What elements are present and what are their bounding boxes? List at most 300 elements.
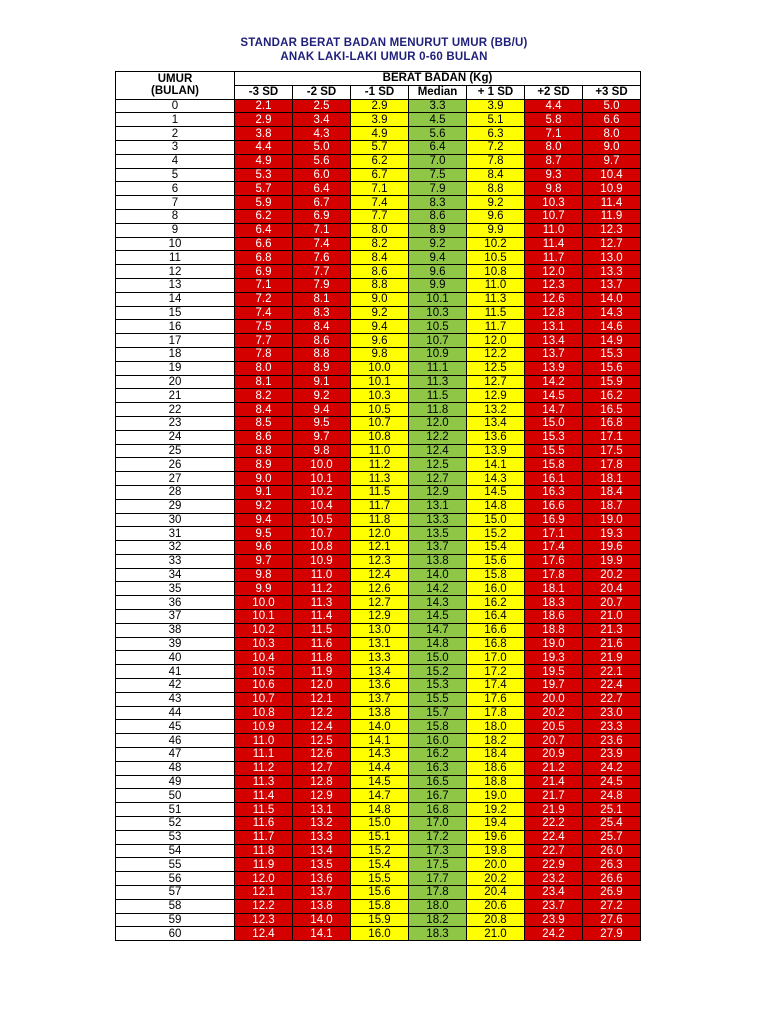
table-row: [116, 403, 641, 417]
cell-minus3sd: 9.4: [235, 513, 293, 527]
cell-minus2sd: 10.8: [293, 541, 351, 555]
table-row: [116, 568, 641, 582]
cell-plus3sd: 11.9: [583, 209, 641, 223]
cell-plus1sd: 15.6: [467, 554, 525, 568]
cell-minus2sd: 12.8: [293, 775, 351, 789]
cell-minus3sd: 11.9: [235, 858, 293, 872]
cell-plus2sd: 7.1: [525, 127, 583, 141]
cell-minus2sd: 6.4: [293, 182, 351, 196]
cell-plus3sd: 6.6: [583, 113, 641, 127]
cell-plus3sd: 12.3: [583, 223, 641, 237]
cell-plus2sd: 17.8: [525, 568, 583, 582]
cell-minus2sd: 9.8: [293, 444, 351, 458]
cell-plus2sd: 21.7: [525, 789, 583, 803]
cell-minus1sd: 9.4: [351, 320, 409, 334]
cell-plus2sd: 13.7: [525, 347, 583, 361]
cell-age: 22: [116, 403, 235, 417]
cell-median: 17.5: [409, 858, 467, 872]
cell-minus1sd: 6.2: [351, 154, 409, 168]
table-row: [116, 168, 641, 182]
cell-minus1sd: 11.8: [351, 513, 409, 527]
cell-age: 35: [116, 582, 235, 596]
cell-minus3sd: 7.5: [235, 320, 293, 334]
cell-plus1sd: 13.4: [467, 416, 525, 430]
cell-median: 16.5: [409, 775, 467, 789]
cell-median: 13.3: [409, 513, 467, 527]
cell-age: 44: [116, 706, 235, 720]
cell-plus3sd: 23.9: [583, 748, 641, 762]
cell-age: 51: [116, 803, 235, 817]
table-body: [116, 99, 641, 941]
cell-minus3sd: 10.3: [235, 637, 293, 651]
table-row: [116, 140, 641, 154]
cell-minus1sd: 14.4: [351, 761, 409, 775]
cell-plus1sd: 19.6: [467, 830, 525, 844]
table-row: [116, 113, 641, 127]
cell-minus1sd: 6.7: [351, 168, 409, 182]
cell-plus3sd: 22.4: [583, 679, 641, 693]
table-row: [116, 458, 641, 472]
cell-minus3sd: 7.2: [235, 292, 293, 306]
table-row: [116, 886, 641, 900]
cell-plus3sd: 19.0: [583, 513, 641, 527]
cell-plus2sd: 20.5: [525, 720, 583, 734]
cell-age: 14: [116, 292, 235, 306]
cell-minus2sd: 5.0: [293, 140, 351, 154]
cell-plus2sd: 5.8: [525, 113, 583, 127]
cell-plus2sd: 9.3: [525, 168, 583, 182]
header-age-line2: (BULAN): [151, 85, 199, 98]
cell-minus2sd: 3.4: [293, 113, 351, 127]
cell-age: 41: [116, 665, 235, 679]
cell-plus1sd: 3.9: [467, 99, 525, 113]
table-row: [116, 361, 641, 375]
cell-minus2sd: 13.8: [293, 899, 351, 913]
cell-age: 42: [116, 679, 235, 693]
cell-minus3sd: 10.6: [235, 679, 293, 693]
cell-plus1sd: 8.8: [467, 182, 525, 196]
cell-plus3sd: 25.4: [583, 817, 641, 831]
table-row: [116, 416, 641, 430]
cell-median: 14.8: [409, 637, 467, 651]
cell-plus3sd: 23.3: [583, 720, 641, 734]
cell-age: 13: [116, 278, 235, 292]
cell-minus2sd: 11.5: [293, 623, 351, 637]
cell-median: 17.0: [409, 817, 467, 831]
cell-plus2sd: 23.7: [525, 899, 583, 913]
cell-plus2sd: 8.7: [525, 154, 583, 168]
cell-minus1sd: 8.6: [351, 265, 409, 279]
cell-plus3sd: 16.2: [583, 389, 641, 403]
cell-plus1sd: 12.0: [467, 334, 525, 348]
cell-median: 16.0: [409, 734, 467, 748]
cell-plus2sd: 16.1: [525, 472, 583, 486]
table-row: [116, 292, 641, 306]
cell-plus2sd: 19.0: [525, 637, 583, 651]
cell-median: 16.2: [409, 748, 467, 762]
cell-plus1sd: 7.2: [467, 140, 525, 154]
cell-minus1sd: 13.4: [351, 665, 409, 679]
cell-plus3sd: 8.0: [583, 127, 641, 141]
cell-plus1sd: 9.2: [467, 196, 525, 210]
cell-age: 46: [116, 734, 235, 748]
cell-minus3sd: 11.3: [235, 775, 293, 789]
header-age-line1: UMUR: [157, 73, 193, 86]
cell-plus1sd: 18.8: [467, 775, 525, 789]
cell-minus3sd: 10.9: [235, 720, 293, 734]
cell-plus2sd: 14.7: [525, 403, 583, 417]
cell-plus1sd: 16.4: [467, 610, 525, 624]
cell-minus3sd: 12.1: [235, 886, 293, 900]
cell-median: 17.3: [409, 844, 467, 858]
table-row: [116, 899, 641, 913]
cell-age: 26: [116, 458, 235, 472]
cell-age: 28: [116, 485, 235, 499]
cell-minus1sd: 4.9: [351, 127, 409, 141]
cell-plus2sd: 18.6: [525, 610, 583, 624]
cell-minus1sd: 12.7: [351, 596, 409, 610]
cell-age: 17: [116, 334, 235, 348]
cell-minus2sd: 12.0: [293, 679, 351, 693]
weight-for-age-table: [115, 71, 641, 941]
cell-age: 29: [116, 499, 235, 513]
cell-age: 11: [116, 251, 235, 265]
cell-age: 34: [116, 568, 235, 582]
cell-minus1sd: 15.6: [351, 886, 409, 900]
cell-minus3sd: 8.8: [235, 444, 293, 458]
cell-minus2sd: 11.0: [293, 568, 351, 582]
cell-minus2sd: 12.1: [293, 692, 351, 706]
table-row: [116, 527, 641, 541]
cell-plus1sd: 19.0: [467, 789, 525, 803]
cell-minus1sd: 10.7: [351, 416, 409, 430]
cell-minus2sd: 10.7: [293, 527, 351, 541]
cell-minus3sd: 5.7: [235, 182, 293, 196]
cell-age: 8: [116, 209, 235, 223]
table-row: [116, 237, 641, 251]
header-weight-group: BERAT BADAN (Kg): [235, 72, 641, 86]
cell-minus3sd: 9.8: [235, 568, 293, 582]
cell-plus1sd: 17.4: [467, 679, 525, 693]
cell-minus2sd: 11.4: [293, 610, 351, 624]
cell-plus3sd: 22.1: [583, 665, 641, 679]
cell-plus2sd: 13.1: [525, 320, 583, 334]
cell-minus2sd: 10.2: [293, 485, 351, 499]
cell-minus3sd: 6.6: [235, 237, 293, 251]
cell-age: 0: [116, 99, 235, 113]
cell-plus1sd: 11.5: [467, 306, 525, 320]
cell-plus1sd: 20.0: [467, 858, 525, 872]
table-row: [116, 209, 641, 223]
cell-plus1sd: 15.8: [467, 568, 525, 582]
cell-plus3sd: 16.5: [583, 403, 641, 417]
cell-plus2sd: 20.9: [525, 748, 583, 762]
cell-median: 7.9: [409, 182, 467, 196]
cell-minus1sd: 8.0: [351, 223, 409, 237]
cell-minus1sd: 16.0: [351, 927, 409, 941]
cell-minus2sd: 8.8: [293, 347, 351, 361]
cell-plus1sd: 17.0: [467, 651, 525, 665]
cell-plus1sd: 13.2: [467, 403, 525, 417]
cell-plus3sd: 24.8: [583, 789, 641, 803]
cell-plus1sd: 15.0: [467, 513, 525, 527]
cell-minus1sd: 10.8: [351, 430, 409, 444]
cell-minus1sd: 8.8: [351, 278, 409, 292]
cell-minus3sd: 10.5: [235, 665, 293, 679]
cell-minus2sd: 8.1: [293, 292, 351, 306]
cell-plus3sd: 20.7: [583, 596, 641, 610]
cell-minus1sd: 5.7: [351, 140, 409, 154]
cell-median: 17.2: [409, 830, 467, 844]
cell-median: 6.4: [409, 140, 467, 154]
cell-median: 10.1: [409, 292, 467, 306]
cell-median: 13.8: [409, 554, 467, 568]
cell-minus3sd: 11.8: [235, 844, 293, 858]
cell-plus1sd: 12.9: [467, 389, 525, 403]
cell-plus1sd: 19.8: [467, 844, 525, 858]
cell-median: 12.5: [409, 458, 467, 472]
cell-minus1sd: 11.3: [351, 472, 409, 486]
header-col-plus3sd: +3 SD: [583, 85, 641, 99]
cell-minus1sd: 12.9: [351, 610, 409, 624]
cell-plus3sd: 15.3: [583, 347, 641, 361]
cell-age: 10: [116, 237, 235, 251]
header-col-minus3sd: -3 SD: [235, 85, 293, 99]
table-row: [116, 389, 641, 403]
cell-plus1sd: 14.1: [467, 458, 525, 472]
cell-minus3sd: 7.7: [235, 334, 293, 348]
cell-median: 18.2: [409, 913, 467, 927]
cell-plus2sd: 15.5: [525, 444, 583, 458]
cell-plus3sd: 26.0: [583, 844, 641, 858]
cell-median: 11.8: [409, 403, 467, 417]
cell-median: 4.5: [409, 113, 467, 127]
cell-median: 16.8: [409, 803, 467, 817]
cell-plus3sd: 17.1: [583, 430, 641, 444]
cell-plus3sd: 22.7: [583, 692, 641, 706]
cell-median: 14.5: [409, 610, 467, 624]
cell-minus1sd: 15.9: [351, 913, 409, 927]
cell-minus3sd: 12.0: [235, 872, 293, 886]
cell-plus2sd: 16.9: [525, 513, 583, 527]
cell-median: 7.5: [409, 168, 467, 182]
cell-minus2sd: 13.3: [293, 830, 351, 844]
cell-age: 59: [116, 913, 235, 927]
table-row: [116, 637, 641, 651]
cell-minus3sd: 8.9: [235, 458, 293, 472]
cell-plus2sd: 21.9: [525, 803, 583, 817]
cell-age: 47: [116, 748, 235, 762]
cell-age: 60: [116, 927, 235, 941]
cell-minus3sd: 10.1: [235, 610, 293, 624]
cell-plus3sd: 23.0: [583, 706, 641, 720]
cell-minus2sd: 6.7: [293, 196, 351, 210]
cell-minus1sd: 14.7: [351, 789, 409, 803]
cell-minus1sd: 8.2: [351, 237, 409, 251]
cell-age: 48: [116, 761, 235, 775]
table-row: [116, 679, 641, 693]
cell-minus2sd: 12.4: [293, 720, 351, 734]
cell-minus1sd: 13.7: [351, 692, 409, 706]
cell-age: 36: [116, 596, 235, 610]
cell-minus2sd: 14.1: [293, 927, 351, 941]
cell-minus3sd: 9.2: [235, 499, 293, 513]
cell-plus3sd: 14.3: [583, 306, 641, 320]
cell-plus3sd: 18.4: [583, 485, 641, 499]
table-row: [116, 720, 641, 734]
cell-minus1sd: 12.6: [351, 582, 409, 596]
cell-age: 43: [116, 692, 235, 706]
cell-median: 14.2: [409, 582, 467, 596]
cell-plus1sd: 17.2: [467, 665, 525, 679]
cell-median: 15.3: [409, 679, 467, 693]
cell-minus3sd: 9.7: [235, 554, 293, 568]
cell-minus3sd: 6.2: [235, 209, 293, 223]
cell-plus1sd: 20.4: [467, 886, 525, 900]
cell-minus3sd: 8.1: [235, 375, 293, 389]
cell-age: 21: [116, 389, 235, 403]
cell-plus1sd: 21.0: [467, 927, 525, 941]
cell-minus2sd: 9.2: [293, 389, 351, 403]
cell-plus2sd: 12.8: [525, 306, 583, 320]
header-row-group: [116, 72, 641, 86]
cell-plus3sd: 17.8: [583, 458, 641, 472]
cell-minus1sd: 14.0: [351, 720, 409, 734]
cell-minus2sd: 9.7: [293, 430, 351, 444]
cell-median: 9.2: [409, 237, 467, 251]
cell-minus3sd: 11.0: [235, 734, 293, 748]
cell-minus2sd: 14.0: [293, 913, 351, 927]
cell-plus3sd: 21.0: [583, 610, 641, 624]
cell-plus1sd: 13.9: [467, 444, 525, 458]
cell-plus2sd: 23.4: [525, 886, 583, 900]
cell-minus3sd: 10.4: [235, 651, 293, 665]
cell-minus2sd: 9.4: [293, 403, 351, 417]
cell-plus1sd: 7.8: [467, 154, 525, 168]
cell-median: 16.3: [409, 761, 467, 775]
cell-plus3sd: 15.9: [583, 375, 641, 389]
cell-minus2sd: 10.0: [293, 458, 351, 472]
table-row: [116, 334, 641, 348]
cell-plus3sd: 15.6: [583, 361, 641, 375]
cell-age: 19: [116, 361, 235, 375]
cell-plus2sd: 14.5: [525, 389, 583, 403]
cell-plus3sd: 11.4: [583, 196, 641, 210]
cell-age: 12: [116, 265, 235, 279]
cell-age: 20: [116, 375, 235, 389]
cell-minus3sd: 10.0: [235, 596, 293, 610]
cell-minus3sd: 8.0: [235, 361, 293, 375]
cell-median: 15.0: [409, 651, 467, 665]
cell-minus3sd: 7.4: [235, 306, 293, 320]
table-row: [116, 734, 641, 748]
cell-plus2sd: 12.3: [525, 278, 583, 292]
cell-plus3sd: 16.8: [583, 416, 641, 430]
table-row: [116, 513, 641, 527]
cell-plus1sd: 18.6: [467, 761, 525, 775]
cell-minus1sd: 7.4: [351, 196, 409, 210]
cell-plus2sd: 15.0: [525, 416, 583, 430]
cell-median: 18.0: [409, 899, 467, 913]
cell-plus3sd: 9.0: [583, 140, 641, 154]
cell-age: 52: [116, 817, 235, 831]
table-row: [116, 761, 641, 775]
cell-median: 12.7: [409, 472, 467, 486]
header-col-minus1sd: -1 SD: [351, 85, 409, 99]
cell-plus3sd: 10.4: [583, 168, 641, 182]
cell-plus1sd: 6.3: [467, 127, 525, 141]
cell-median: 11.5: [409, 389, 467, 403]
cell-minus2sd: 9.5: [293, 416, 351, 430]
cell-plus3sd: 24.5: [583, 775, 641, 789]
cell-minus1sd: 8.4: [351, 251, 409, 265]
cell-plus2sd: 12.6: [525, 292, 583, 306]
cell-plus2sd: 22.7: [525, 844, 583, 858]
cell-plus3sd: 21.9: [583, 651, 641, 665]
cell-minus2sd: 13.7: [293, 886, 351, 900]
cell-median: 9.6: [409, 265, 467, 279]
cell-minus3sd: 9.6: [235, 541, 293, 555]
cell-plus2sd: 17.4: [525, 541, 583, 555]
table-row: [116, 872, 641, 886]
cell-minus2sd: 13.5: [293, 858, 351, 872]
table-row: [116, 127, 641, 141]
cell-plus1sd: 16.0: [467, 582, 525, 596]
cell-age: 55: [116, 858, 235, 872]
cell-minus2sd: 8.9: [293, 361, 351, 375]
cell-age: 39: [116, 637, 235, 651]
cell-median: 5.6: [409, 127, 467, 141]
cell-age: 50: [116, 789, 235, 803]
cell-median: 11.3: [409, 375, 467, 389]
cell-minus3sd: 10.2: [235, 623, 293, 637]
cell-minus3sd: 6.8: [235, 251, 293, 265]
cell-plus3sd: 27.9: [583, 927, 641, 941]
cell-plus2sd: 14.2: [525, 375, 583, 389]
table-row: [116, 499, 641, 513]
cell-minus1sd: 14.8: [351, 803, 409, 817]
table-row: [116, 472, 641, 486]
cell-minus3sd: 9.0: [235, 472, 293, 486]
table-row: [116, 748, 641, 762]
cell-age: 45: [116, 720, 235, 734]
cell-plus2sd: 11.4: [525, 237, 583, 251]
cell-plus1sd: 12.2: [467, 347, 525, 361]
cell-plus3sd: 26.6: [583, 872, 641, 886]
cell-minus2sd: 5.6: [293, 154, 351, 168]
cell-minus2sd: 8.4: [293, 320, 351, 334]
table-row: [116, 927, 641, 941]
cell-minus3sd: 11.7: [235, 830, 293, 844]
cell-plus2sd: 18.8: [525, 623, 583, 637]
cell-plus3sd: 18.7: [583, 499, 641, 513]
cell-minus2sd: 12.2: [293, 706, 351, 720]
cell-median: 14.0: [409, 568, 467, 582]
cell-minus3sd: 10.8: [235, 706, 293, 720]
cell-plus2sd: 22.4: [525, 830, 583, 844]
cell-minus3sd: 12.3: [235, 913, 293, 927]
cell-minus1sd: 10.3: [351, 389, 409, 403]
cell-age: 58: [116, 899, 235, 913]
cell-minus1sd: 12.1: [351, 541, 409, 555]
cell-age: 24: [116, 430, 235, 444]
cell-minus2sd: 11.3: [293, 596, 351, 610]
cell-minus2sd: 10.1: [293, 472, 351, 486]
header-col-plus2sd: +2 SD: [525, 85, 583, 99]
cell-minus3sd: 7.8: [235, 347, 293, 361]
cell-minus1sd: 11.5: [351, 485, 409, 499]
cell-plus1sd: 18.2: [467, 734, 525, 748]
